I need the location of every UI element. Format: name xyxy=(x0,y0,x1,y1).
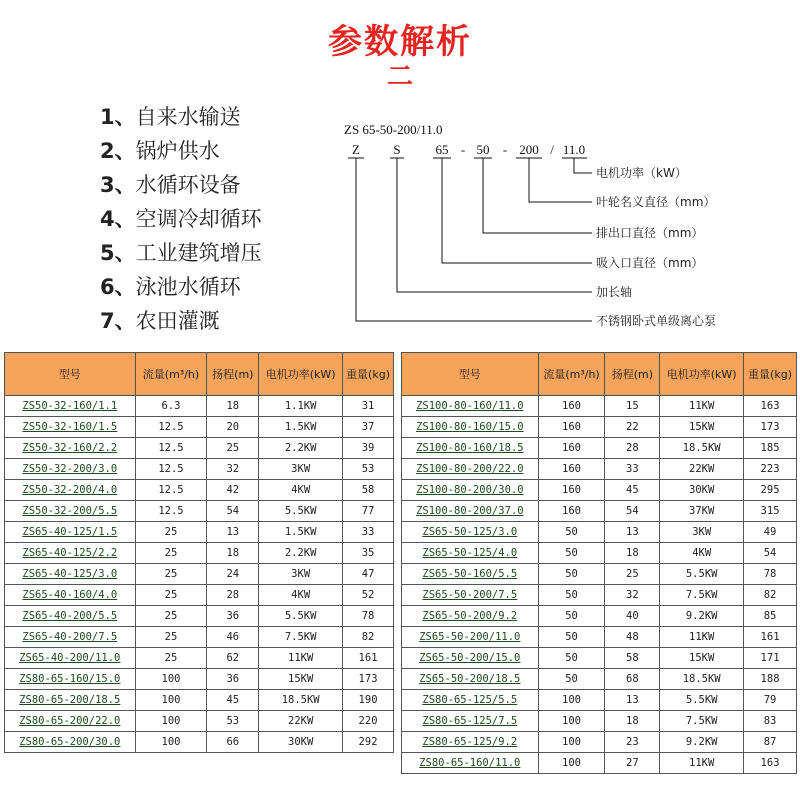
item-text: 自来水输送 xyxy=(135,105,241,129)
cell-model[interactable]: ZS100-80-200/22.0 xyxy=(402,459,539,480)
header-model: 型号 xyxy=(402,353,539,396)
header-flow: 流量(m³/h) xyxy=(538,353,605,396)
table-row xyxy=(5,480,394,501)
cell-power: 30KW xyxy=(660,480,744,501)
cell-head: 32 xyxy=(207,459,259,480)
cell-weight: 82 xyxy=(744,585,797,606)
table-row xyxy=(402,543,797,564)
cell-weight: 77 xyxy=(343,501,394,522)
table-header-row xyxy=(5,353,394,396)
cell-flow: 100 xyxy=(135,690,207,711)
code-part-s: S xyxy=(393,142,401,157)
table-row xyxy=(402,648,797,669)
cell-weight: 190 xyxy=(343,690,394,711)
code-part-z: Z xyxy=(352,142,360,157)
table-row xyxy=(402,564,797,585)
cell-head: 42 xyxy=(207,480,259,501)
cell-weight: 185 xyxy=(744,438,797,459)
cell-flow: 25 xyxy=(135,564,207,585)
item-number: 2、 xyxy=(100,139,136,163)
cell-model[interactable]: ZS65-40-200/5.5 xyxy=(5,606,136,627)
cell-power: 11KW xyxy=(660,396,744,417)
leader-line xyxy=(574,158,592,173)
cell-head: 20 xyxy=(207,417,259,438)
item-number: 7、 xyxy=(100,309,136,333)
cell-head: 33 xyxy=(605,459,660,480)
cell-head: 27 xyxy=(605,753,660,774)
cell-head: 54 xyxy=(207,501,259,522)
list-item xyxy=(100,100,262,134)
cell-head: 28 xyxy=(605,438,660,459)
cell-flow: 12.5 xyxy=(135,417,207,438)
cell-model[interactable]: ZS65-40-200/11.0 xyxy=(5,648,136,669)
code-part-power: 11.0 xyxy=(562,142,586,157)
code-part-outlet: 50 xyxy=(476,142,490,157)
cell-head: 48 xyxy=(605,627,660,648)
cell-power: 9.2KW xyxy=(660,732,744,753)
cell-weight: 87 xyxy=(744,732,797,753)
cell-model[interactable]: ZS50-32-200/5.5 xyxy=(5,501,136,522)
cell-model[interactable]: ZS100-80-160/11.0 xyxy=(402,396,539,417)
cell-flow: 12.5 xyxy=(135,459,207,480)
cell-power: 7.5KW xyxy=(660,585,744,606)
cell-flow: 100 xyxy=(538,753,605,774)
table-row xyxy=(402,732,797,753)
cell-head: 68 xyxy=(605,669,660,690)
code-sep: / xyxy=(550,142,554,157)
cell-head: 23 xyxy=(605,732,660,753)
label-pump-type: 不锈钢卧式单级离心泵 xyxy=(596,314,717,328)
item-text: 泳池水循环 xyxy=(135,275,241,299)
cell-weight: 39 xyxy=(343,438,394,459)
cell-flow: 25 xyxy=(135,522,207,543)
cell-power: 5.5KW xyxy=(259,501,343,522)
cell-power: 22KW xyxy=(259,711,343,732)
cell-head: 18 xyxy=(605,711,660,732)
cell-power: 11KW xyxy=(660,753,744,774)
cell-weight: 85 xyxy=(744,606,797,627)
cell-power: 37KW xyxy=(660,501,744,522)
header-power: 电机功率(kW) xyxy=(660,353,744,396)
table-body xyxy=(5,396,394,753)
page-title: 参数解析 xyxy=(328,22,472,62)
leader-line xyxy=(529,158,592,202)
cell-power: 1.5KW xyxy=(259,417,343,438)
cell-model[interactable]: ZS65-40-125/1.5 xyxy=(5,522,136,543)
table-header-row xyxy=(402,353,797,396)
cell-flow: 50 xyxy=(538,606,605,627)
cell-head: 15 xyxy=(605,396,660,417)
cell-weight: 78 xyxy=(744,564,797,585)
cell-power: 11KW xyxy=(259,648,343,669)
leader-line xyxy=(397,158,592,292)
cell-flow: 12.5 xyxy=(135,480,207,501)
cell-flow: 25 xyxy=(135,627,207,648)
table-row xyxy=(402,438,797,459)
leader-line xyxy=(442,158,592,263)
cell-head: 36 xyxy=(207,606,259,627)
table-row xyxy=(5,690,394,711)
cell-head: 32 xyxy=(605,585,660,606)
cell-weight: 295 xyxy=(744,480,797,501)
table-row xyxy=(402,711,797,732)
table-row xyxy=(5,627,394,648)
cell-flow: 6.3 xyxy=(135,396,207,417)
cell-head: 25 xyxy=(605,564,660,585)
cell-power: 15KW xyxy=(660,648,744,669)
spec-table-left xyxy=(4,352,394,753)
cell-head: 36 xyxy=(207,669,259,690)
cell-model[interactable]: ZS50-32-200/3.0 xyxy=(5,459,136,480)
cell-weight: 58 xyxy=(343,480,394,501)
cell-head: 18 xyxy=(207,543,259,564)
item-number: 1、 xyxy=(100,105,136,129)
header-head: 扬程(m) xyxy=(207,353,259,396)
cell-weight: 220 xyxy=(343,711,394,732)
cell-power: 4KW xyxy=(259,480,343,501)
cell-weight: 47 xyxy=(343,564,394,585)
cell-model[interactable]: ZS100-80-160/18.5 xyxy=(402,438,539,459)
cell-weight: 161 xyxy=(343,648,394,669)
spec-table-right xyxy=(401,352,797,774)
cell-model[interactable]: ZS65-50-200/18.5 xyxy=(402,669,539,690)
cell-model[interactable]: ZS65-40-200/7.5 xyxy=(5,627,136,648)
cell-head: 66 xyxy=(207,732,259,753)
cell-flow: 100 xyxy=(538,711,605,732)
cell-power: 15KW xyxy=(259,669,343,690)
list-item xyxy=(100,168,262,202)
table-row xyxy=(5,585,394,606)
table-row xyxy=(5,732,394,753)
cell-head: 46 xyxy=(207,627,259,648)
cell-flow: 12.5 xyxy=(135,501,207,522)
cell-power: 18.5KW xyxy=(660,669,744,690)
cell-head: 25 xyxy=(207,438,259,459)
leader-line xyxy=(483,158,592,233)
cell-power: 4KW xyxy=(259,585,343,606)
table-row xyxy=(5,606,394,627)
item-number: 5、 xyxy=(100,241,136,265)
cell-head: 58 xyxy=(605,648,660,669)
cell-weight: 173 xyxy=(343,669,394,690)
cell-power: 3KW xyxy=(660,522,744,543)
cell-flow: 25 xyxy=(135,585,207,606)
cell-flow: 12.5 xyxy=(135,438,207,459)
cell-model[interactable]: ZS80-65-125/5.5 xyxy=(402,690,539,711)
cell-flow: 100 xyxy=(135,732,207,753)
cell-model[interactable]: ZS80-65-125/9.2 xyxy=(402,732,539,753)
header-weight: 重量(kg) xyxy=(744,353,797,396)
cell-model[interactable]: ZS100-80-200/30.0 xyxy=(402,480,539,501)
cell-model[interactable]: ZS100-80-200/37.0 xyxy=(402,501,539,522)
cell-model[interactable]: ZS65-50-200/7.5 xyxy=(402,585,539,606)
item-number: 3、 xyxy=(100,173,136,197)
cell-flow: 160 xyxy=(538,480,605,501)
label-outlet-diameter: 排出口直径（mm） xyxy=(596,226,704,240)
cell-head: 13 xyxy=(207,522,259,543)
cell-power: 5.5KW xyxy=(660,564,744,585)
cell-model[interactable]: ZS80-65-200/22.0 xyxy=(5,711,136,732)
table-row xyxy=(402,627,797,648)
table-row xyxy=(402,606,797,627)
code-part-impeller: 200 xyxy=(519,142,539,157)
cell-head: 40 xyxy=(605,606,660,627)
table-row xyxy=(402,417,797,438)
list-item xyxy=(100,202,262,236)
cell-flow: 25 xyxy=(135,543,207,564)
cell-power: 15KW xyxy=(660,417,744,438)
list-item xyxy=(100,134,262,168)
cell-power: 2.2KW xyxy=(259,543,343,564)
table-row xyxy=(402,690,797,711)
cell-head: 53 xyxy=(207,711,259,732)
leader-line xyxy=(356,158,592,321)
item-text: 锅炉供水 xyxy=(135,139,220,163)
cell-weight: 82 xyxy=(343,627,394,648)
list-item xyxy=(100,270,262,304)
label-inlet-diameter: 吸入口直径（mm） xyxy=(596,256,704,270)
cell-flow: 50 xyxy=(538,627,605,648)
cell-power: 5.5KW xyxy=(660,690,744,711)
cell-weight: 49 xyxy=(744,522,797,543)
cell-flow: 160 xyxy=(538,396,605,417)
cell-weight: 163 xyxy=(744,396,797,417)
code-sep: - xyxy=(502,142,508,157)
cell-model[interactable]: ZS50-32-200/4.0 xyxy=(5,480,136,501)
cell-power: 22KW xyxy=(660,459,744,480)
label-motor-power: 电机功率（kW） xyxy=(596,166,687,180)
table-row xyxy=(5,417,394,438)
cell-model[interactable]: ZS50-32-160/1.5 xyxy=(5,417,136,438)
cell-flow: 100 xyxy=(538,690,605,711)
cell-flow: 50 xyxy=(538,543,605,564)
cell-power: 1.1KW xyxy=(259,396,343,417)
table-row xyxy=(402,459,797,480)
cell-flow: 50 xyxy=(538,648,605,669)
model-code-full: ZS 65-50-200/11.0 xyxy=(344,122,443,137)
header-power: 电机功率(kW) xyxy=(259,353,343,396)
page-subtitle: 二 xyxy=(386,62,413,92)
table-row xyxy=(402,396,797,417)
cell-power: 5.5KW xyxy=(259,606,343,627)
table-row xyxy=(402,501,797,522)
table-row xyxy=(5,459,394,480)
item-text: 空调冷却循环 xyxy=(135,207,262,231)
cell-weight: 315 xyxy=(744,501,797,522)
cell-model[interactable]: ZS50-32-160/2.2 xyxy=(5,438,136,459)
cell-weight: 78 xyxy=(343,606,394,627)
cell-model[interactable]: ZS65-50-125/3.0 xyxy=(402,522,539,543)
cell-head: 62 xyxy=(207,648,259,669)
cell-model[interactable]: ZS80-65-125/7.5 xyxy=(402,711,539,732)
cell-flow: 160 xyxy=(538,501,605,522)
table-row xyxy=(5,501,394,522)
table-row xyxy=(5,438,394,459)
cell-power: 7.5KW xyxy=(660,711,744,732)
cell-flow: 160 xyxy=(538,459,605,480)
cell-model[interactable]: ZS65-50-200/9.2 xyxy=(402,606,539,627)
table-row xyxy=(5,564,394,585)
cell-power: 4KW xyxy=(660,543,744,564)
cell-weight: 171 xyxy=(744,648,797,669)
cell-model[interactable]: ZS80-65-200/30.0 xyxy=(5,732,136,753)
cell-power: 18.5KW xyxy=(259,690,343,711)
cell-model[interactable]: ZS65-50-200/11.0 xyxy=(402,627,539,648)
cell-head: 13 xyxy=(605,522,660,543)
table-row xyxy=(402,753,797,774)
header-model: 型号 xyxy=(5,353,136,396)
cell-model[interactable]: ZS80-65-200/18.5 xyxy=(5,690,136,711)
cell-power: 3KW xyxy=(259,564,343,585)
cell-model[interactable]: ZS65-40-125/2.2 xyxy=(5,543,136,564)
item-text: 水循环设备 xyxy=(135,173,241,197)
cell-flow: 50 xyxy=(538,669,605,690)
table-row xyxy=(402,669,797,690)
cell-weight: 53 xyxy=(343,459,394,480)
table-row xyxy=(5,396,394,417)
item-number: 4、 xyxy=(100,207,136,231)
cell-weight: 83 xyxy=(744,711,797,732)
code-part-inlet: 65 xyxy=(435,142,449,157)
cell-weight: 35 xyxy=(343,543,394,564)
table-row xyxy=(402,585,797,606)
cell-model[interactable]: ZS65-40-125/3.0 xyxy=(5,564,136,585)
cell-weight: 54 xyxy=(744,543,797,564)
cell-head: 54 xyxy=(605,501,660,522)
cell-head: 45 xyxy=(207,690,259,711)
cell-model[interactable]: ZS65-50-160/5.5 xyxy=(402,564,539,585)
cell-flow: 100 xyxy=(538,732,605,753)
cell-head: 28 xyxy=(207,585,259,606)
cell-power: 11KW xyxy=(660,627,744,648)
cell-model[interactable]: ZS80-65-160/15.0 xyxy=(5,669,136,690)
cell-flow: 50 xyxy=(538,585,605,606)
cell-weight: 161 xyxy=(744,627,797,648)
header-head: 扬程(m) xyxy=(605,353,660,396)
cell-weight: 52 xyxy=(343,585,394,606)
item-text: 农田灌溉 xyxy=(135,309,220,333)
table-row xyxy=(5,669,394,690)
table-row xyxy=(5,543,394,564)
cell-flow: 100 xyxy=(135,711,207,732)
cell-model[interactable]: ZS50-32-160/1.1 xyxy=(5,396,136,417)
list-item xyxy=(100,304,262,338)
cell-flow: 100 xyxy=(135,669,207,690)
cell-weight: 31 xyxy=(343,396,394,417)
cell-weight: 292 xyxy=(343,732,394,753)
item-number: 6、 xyxy=(100,275,136,299)
table-row xyxy=(402,480,797,501)
table-body xyxy=(402,396,797,774)
cell-power: 7.5KW xyxy=(259,627,343,648)
cell-weight: 188 xyxy=(744,669,797,690)
label-extended-shaft: 加长轴 xyxy=(596,285,633,299)
item-text: 工业建筑增压 xyxy=(135,241,262,265)
cell-power: 2.2KW xyxy=(259,438,343,459)
cell-weight: 163 xyxy=(744,753,797,774)
header-flow: 流量(m³/h) xyxy=(135,353,207,396)
cell-flow: 50 xyxy=(538,522,605,543)
cell-head: 18 xyxy=(605,543,660,564)
cell-power: 3KW xyxy=(259,459,343,480)
table-row xyxy=(5,648,394,669)
header-weight: 重量(kg) xyxy=(343,353,394,396)
cell-model[interactable]: ZS65-50-125/4.0 xyxy=(402,543,539,564)
cell-power: 1.5KW xyxy=(259,522,343,543)
list-item xyxy=(100,236,262,270)
cell-flow: 50 xyxy=(538,564,605,585)
cell-weight: 79 xyxy=(744,690,797,711)
cell-model[interactable]: ZS100-80-160/15.0 xyxy=(402,417,539,438)
cell-model[interactable]: ZS65-40-160/4.0 xyxy=(5,585,136,606)
cell-flow: 160 xyxy=(538,438,605,459)
cell-head: 18 xyxy=(207,396,259,417)
cell-flow: 25 xyxy=(135,648,207,669)
cell-weight: 37 xyxy=(343,417,394,438)
cell-model[interactable]: ZS65-50-200/15.0 xyxy=(402,648,539,669)
cell-flow: 160 xyxy=(538,417,605,438)
cell-power: 18.5KW xyxy=(660,438,744,459)
cell-flow: 25 xyxy=(135,606,207,627)
table-row xyxy=(5,711,394,732)
application-list xyxy=(100,100,262,338)
cell-head: 22 xyxy=(605,417,660,438)
cell-weight: 223 xyxy=(744,459,797,480)
cell-head: 13 xyxy=(605,690,660,711)
table-row xyxy=(5,522,394,543)
cell-weight: 33 xyxy=(343,522,394,543)
cell-head: 45 xyxy=(605,480,660,501)
cell-head: 24 xyxy=(207,564,259,585)
model-code-diagram xyxy=(330,118,800,338)
label-impeller-diameter: 叶轮名义直径（mm） xyxy=(596,195,716,209)
cell-model[interactable]: ZS80-65-160/11.0 xyxy=(402,753,539,774)
code-sep: - xyxy=(460,142,466,157)
cell-weight: 173 xyxy=(744,417,797,438)
table-row xyxy=(402,522,797,543)
cell-power: 9.2KW xyxy=(660,606,744,627)
cell-power: 30KW xyxy=(259,732,343,753)
